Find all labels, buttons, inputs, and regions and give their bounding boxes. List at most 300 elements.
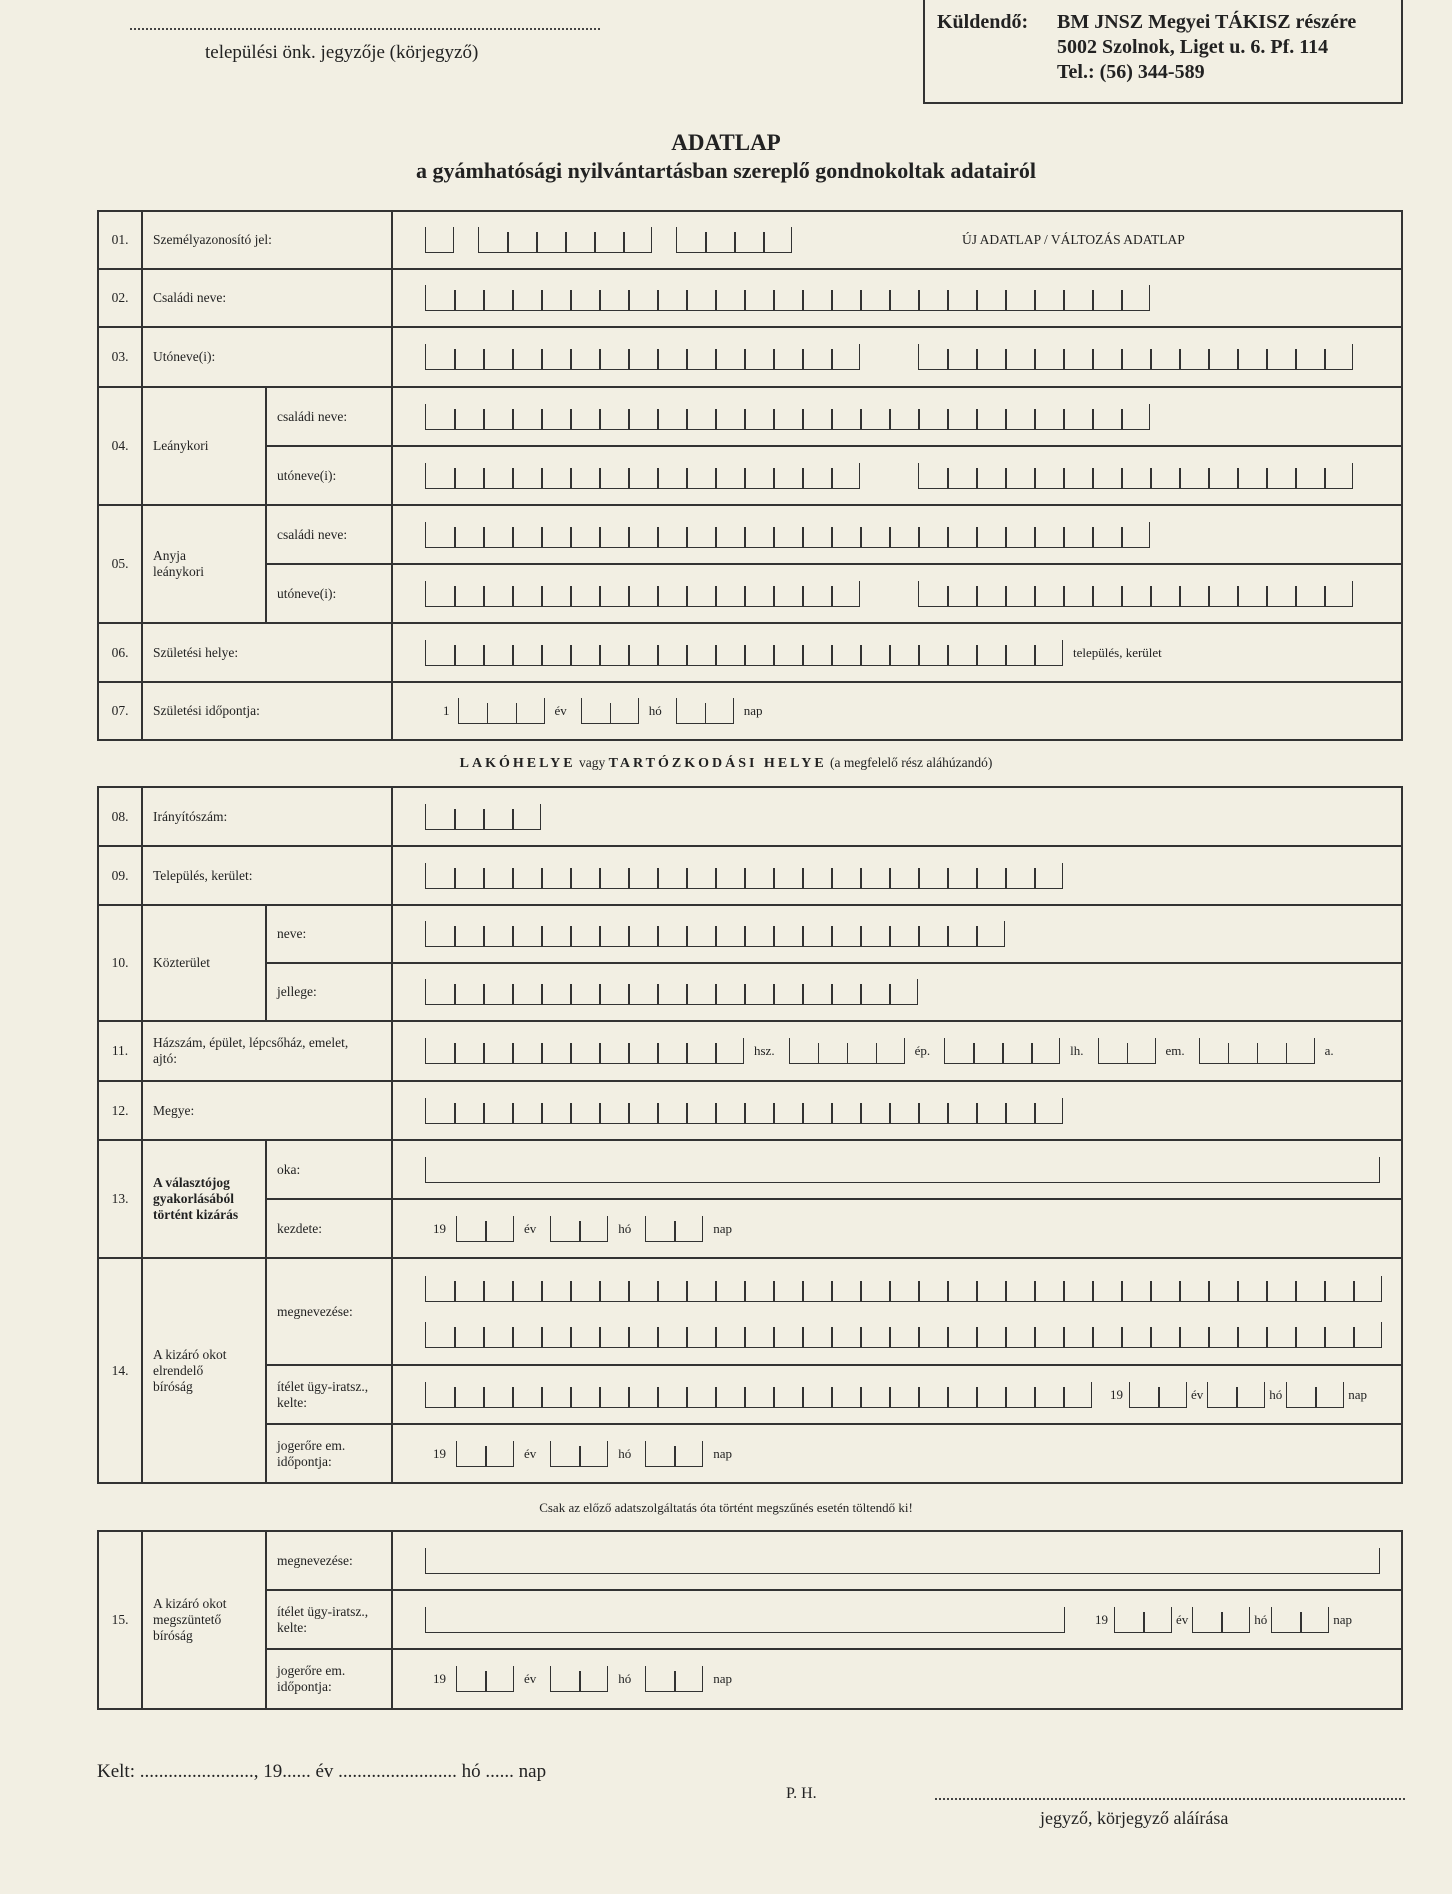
box-divider (541, 409, 543, 429)
birth-place-input[interactable] (392, 623, 1402, 682)
box-divider (1063, 527, 1065, 547)
row-06 (98, 623, 1402, 682)
box-divider (599, 1281, 601, 1301)
box-divider (454, 926, 456, 946)
char-box-group[interactable] (944, 1038, 1060, 1064)
box-divider (657, 290, 659, 310)
char-box-group[interactable] (1207, 1382, 1265, 1408)
box-divider (657, 868, 659, 888)
final-date-input[interactable] (392, 1424, 1402, 1483)
box-divider (541, 1103, 543, 1123)
char-box-group[interactable] (456, 1441, 514, 1467)
date-line[interactable]: Kelt: ........................, 19...... év ......................... hó ...... nap (97, 1761, 547, 1782)
box-divider (1034, 409, 1036, 429)
char-box-group[interactable] (425, 463, 860, 489)
box-divider (454, 1103, 456, 1123)
box-divider (579, 1446, 581, 1466)
row-02 (98, 269, 1402, 327)
box-divider (1266, 1281, 1268, 1301)
char-box-group[interactable] (1199, 1038, 1315, 1064)
box-divider (831, 868, 833, 888)
sender-line-3: Tel.: (56) 344-589 (1057, 61, 1205, 83)
box-divider (657, 645, 659, 665)
box-divider (570, 1043, 572, 1063)
personal-id-input[interactable] (392, 211, 1402, 269)
sub-label: ítélet ügy-iratsz., kelte: (266, 1590, 392, 1649)
char-box-group[interactable] (425, 921, 1005, 947)
box-divider (541, 290, 543, 310)
street-type-input[interactable] (392, 963, 1402, 1021)
box-divider (599, 984, 601, 1004)
box-divider (507, 232, 509, 252)
box-divider (802, 409, 804, 429)
court-name-input[interactable] (392, 1258, 1402, 1365)
char-box-group[interactable] (425, 344, 860, 370)
box-divider (1034, 468, 1036, 488)
box-divider (1034, 349, 1036, 369)
char-box-group[interactable] (425, 1322, 1382, 1348)
char-box-group[interactable] (425, 581, 860, 607)
box-divider (1121, 1327, 1123, 1347)
row-label: A kizáró okot megszüntető bíróság (142, 1531, 266, 1709)
box-divider (628, 586, 630, 606)
birth-date-input[interactable] (392, 682, 1402, 740)
family-name-input[interactable] (392, 269, 1402, 327)
row-number: 13. (98, 1140, 142, 1258)
row-05-b (98, 564, 1402, 623)
char-box-group[interactable] (918, 581, 1353, 607)
box-divider (1092, 527, 1094, 547)
long-field[interactable] (425, 1607, 1065, 1633)
box-divider (516, 703, 518, 723)
box-divider (628, 926, 630, 946)
box-divider (889, 1281, 891, 1301)
box-divider (715, 868, 717, 888)
box-divider (1208, 586, 1210, 606)
box-divider (947, 468, 949, 488)
box-divider (947, 1281, 949, 1301)
year-label: év (554, 703, 567, 718)
char-box-group[interactable] (425, 863, 1063, 889)
box-divider (1063, 1387, 1065, 1407)
char-box-group[interactable] (918, 463, 1353, 489)
char-box-group[interactable] (425, 979, 918, 1005)
box-divider (628, 290, 630, 310)
box-divider (715, 1281, 717, 1301)
char-box-group[interactable] (1271, 1607, 1329, 1633)
postal-code-input[interactable] (392, 787, 1402, 846)
box-divider (802, 984, 804, 1004)
row-label: Irányítószám: (142, 787, 392, 846)
row-label: A kizáró okot elrendelő bíróság (142, 1258, 266, 1483)
century-prefix: 1 (443, 703, 450, 718)
box-divider (657, 1043, 659, 1063)
row-04-b (98, 446, 1402, 505)
box-divider (570, 409, 572, 429)
mother-given-names-input[interactable] (392, 564, 1402, 623)
row-number: 08. (98, 787, 142, 846)
box-divider (1063, 290, 1065, 310)
judgment-ref-input[interactable] (392, 1365, 1402, 1424)
box-divider (483, 1043, 485, 1063)
box-divider (715, 1327, 717, 1347)
box-divider (628, 1387, 630, 1407)
box-divider (512, 1103, 514, 1123)
box-divider (918, 1387, 920, 1407)
char-box-group[interactable] (425, 1382, 1092, 1408)
char-box-group[interactable] (789, 1038, 905, 1064)
box-divider (454, 868, 456, 888)
box-divider (628, 645, 630, 665)
box-divider (570, 1103, 572, 1123)
box-divider (947, 1387, 949, 1407)
box-divider (744, 1281, 746, 1301)
box-divider (889, 868, 891, 888)
box-divider (483, 290, 485, 310)
box-divider (976, 527, 978, 547)
row-label: Közterület (142, 905, 266, 1021)
char-box-group[interactable] (456, 1666, 514, 1692)
box-divider (705, 232, 707, 252)
row-number: 03. (98, 327, 142, 387)
box-divider (1179, 1281, 1181, 1301)
box-divider (483, 645, 485, 665)
century-prefix: 19 (1095, 1611, 1108, 1627)
box-divider (1208, 349, 1210, 369)
box-divider (599, 586, 601, 606)
box-divider (570, 984, 572, 1004)
row-label: Születési időpontja: (142, 682, 392, 740)
box-divider (541, 1387, 543, 1407)
char-box-group[interactable] (425, 285, 1150, 311)
box-divider (744, 926, 746, 946)
box-divider (570, 1387, 572, 1407)
long-field[interactable] (425, 1157, 1380, 1183)
box-divider (570, 468, 572, 488)
suffix-label: település, kerület (1073, 644, 1162, 660)
box-divider (1005, 527, 1007, 547)
box-divider (802, 1103, 804, 1123)
sub-label: utóneve(i): (266, 564, 392, 623)
box-divider (860, 1281, 862, 1301)
box-divider (947, 349, 949, 369)
box-divider (686, 868, 688, 888)
box-divider (889, 409, 891, 429)
box-divider (1150, 1281, 1152, 1301)
box-divider (1121, 1281, 1123, 1301)
box-divider (918, 1327, 920, 1347)
box-divider (579, 1671, 581, 1691)
month-label: hó (648, 703, 662, 718)
char-box-group[interactable] (918, 344, 1353, 370)
box-divider (1237, 1281, 1239, 1301)
sender-line-1: BM JNSZ Megyei TÁKISZ részére (1057, 11, 1357, 33)
box-divider (831, 468, 833, 488)
box-divider (686, 1281, 688, 1301)
box-divider (483, 984, 485, 1004)
box-divider (628, 409, 630, 429)
char-box-group[interactable] (645, 1441, 703, 1467)
a-label: a. (1324, 1043, 1334, 1058)
box-divider (976, 1281, 978, 1301)
char-box-group[interactable] (425, 1038, 744, 1064)
box-divider (1150, 349, 1152, 369)
box-divider (1034, 1281, 1036, 1301)
exclusion-start-input[interactable] (392, 1199, 1402, 1258)
row-11 (98, 1021, 1402, 1081)
box-divider (1295, 586, 1297, 606)
box-divider (454, 290, 456, 310)
box-divider (1179, 468, 1181, 488)
row-09 (98, 846, 1402, 905)
box-divider (1150, 1327, 1152, 1347)
row-number: 14. (98, 1258, 142, 1483)
box-divider (1092, 468, 1094, 488)
row-14-b (98, 1365, 1402, 1424)
box-divider (570, 349, 572, 369)
day-label: nap (713, 1671, 733, 1686)
box-divider (628, 984, 630, 1004)
box-divider (1121, 349, 1123, 369)
century-prefix: 19 (433, 1445, 446, 1461)
box-divider (1031, 1043, 1033, 1063)
box-divider (454, 1281, 456, 1301)
box-divider (628, 1043, 630, 1063)
char-box-group[interactable] (425, 227, 454, 253)
char-box-group[interactable] (550, 1666, 608, 1692)
box-divider (686, 1043, 688, 1063)
box-divider (570, 926, 572, 946)
termination-note: Csak az előző adatszolgáltatás óta történt megszűnés esetén töltendő ki! (539, 1500, 913, 1515)
box-divider (976, 409, 978, 429)
box-divider (1121, 409, 1123, 429)
box-divider (1034, 586, 1036, 606)
box-divider (918, 1281, 920, 1301)
row-number: 15. (98, 1531, 142, 1709)
box-divider (686, 290, 688, 310)
month-label: hó (618, 1220, 632, 1236)
maiden-family-name-input[interactable] (392, 387, 1402, 446)
box-divider (744, 1327, 746, 1347)
box-divider (686, 527, 688, 547)
row-15-a (98, 1531, 1402, 1590)
box-divider (860, 1327, 862, 1347)
char-box-group[interactable] (425, 1276, 1382, 1302)
box-divider (773, 1281, 775, 1301)
year-label: év (1191, 1386, 1204, 1402)
box-divider (1002, 1043, 1004, 1063)
box-divider (1121, 586, 1123, 606)
ep-label: ép. (914, 1043, 931, 1058)
box-divider (1353, 1281, 1355, 1301)
box-divider (773, 349, 775, 369)
box-divider (1324, 349, 1326, 369)
row-10-a (98, 905, 1402, 963)
box-divider (1237, 349, 1239, 369)
day-label: nap (743, 703, 763, 718)
box-divider (454, 1387, 456, 1407)
box-divider (686, 409, 688, 429)
box-divider (541, 349, 543, 369)
box-divider (860, 984, 862, 1004)
box-divider (715, 1387, 717, 1407)
box-divider (773, 645, 775, 665)
box-divider (657, 984, 659, 1004)
box-divider (744, 1387, 746, 1407)
box-divider (802, 926, 804, 946)
row-number: 07. (98, 682, 142, 740)
box-divider (918, 527, 920, 547)
char-box-group[interactable] (458, 698, 545, 724)
exclusion-reason-input[interactable] (392, 1140, 1402, 1199)
box-divider (1005, 1387, 1007, 1407)
box-divider (1005, 1281, 1007, 1301)
box-divider (512, 527, 514, 547)
char-box-group[interactable] (1192, 1607, 1250, 1633)
box-divider (1005, 1103, 1007, 1123)
sender-label: Küldendő: (937, 11, 1029, 33)
box-divider (1237, 1327, 1239, 1347)
notary-label: települési önk. jegyzője (körjegyző) (205, 42, 479, 63)
box-divider (454, 468, 456, 488)
mother-family-name-input[interactable] (392, 505, 1402, 564)
box-divider (773, 1327, 775, 1347)
char-box-group[interactable] (581, 698, 639, 724)
terminating-final-date-input[interactable] (392, 1649, 1402, 1709)
box-divider (512, 809, 514, 829)
terminating-judgment-input[interactable] (392, 1590, 1402, 1649)
box-divider (599, 1327, 601, 1347)
char-box-group[interactable] (425, 522, 1150, 548)
box-divider (674, 1221, 676, 1241)
sub-label: jellege: (266, 963, 392, 1021)
box-divider (599, 290, 601, 310)
long-field[interactable] (425, 1548, 1380, 1574)
box-divider (744, 527, 746, 547)
box-divider (454, 1327, 456, 1347)
box-divider (1034, 645, 1036, 665)
box-divider (947, 586, 949, 606)
box-divider (623, 232, 625, 252)
box-divider (483, 1387, 485, 1407)
box-divider (599, 645, 601, 665)
row-label: Utóneve(i): (142, 327, 392, 387)
box-divider (773, 468, 775, 488)
box-divider (674, 1446, 676, 1466)
box-divider (1315, 1387, 1317, 1407)
box-divider (483, 409, 485, 429)
box-divider (831, 586, 833, 606)
box-divider (831, 1387, 833, 1407)
box-divider (889, 527, 891, 547)
box-divider (483, 527, 485, 547)
sub-label: megnevezése: (266, 1258, 392, 1365)
box-divider (889, 926, 891, 946)
box-divider (599, 868, 601, 888)
box-divider (744, 1103, 746, 1123)
terminating-court-input[interactable] (392, 1531, 1402, 1590)
char-box-group[interactable] (425, 640, 1063, 666)
char-box-group[interactable] (1129, 1382, 1187, 1408)
box-divider (565, 232, 567, 252)
residence-or: vagy (578, 755, 606, 770)
char-box-group[interactable] (425, 1098, 1063, 1124)
box-divider (802, 1327, 804, 1347)
box-divider (889, 1327, 891, 1347)
box-divider (976, 645, 978, 665)
char-box-group[interactable] (645, 1216, 703, 1242)
box-divider (715, 468, 717, 488)
box-divider (947, 926, 949, 946)
row-10-b (98, 963, 1402, 1021)
box-divider (1092, 409, 1094, 429)
box-divider (976, 586, 978, 606)
box-divider (773, 586, 775, 606)
street-name-input[interactable] (392, 905, 1402, 963)
new-change-label: ÚJ ADATLAP / VÁLTOZÁS ADATLAP (962, 232, 1185, 247)
char-box-group[interactable] (1098, 1038, 1156, 1064)
county-input[interactable] (392, 1081, 1402, 1140)
char-box-group[interactable] (425, 804, 541, 830)
box-divider (802, 468, 804, 488)
box-divider (541, 926, 543, 946)
signature-line[interactable] (935, 1798, 1405, 1800)
box-divider (657, 926, 659, 946)
day-label: nap (713, 1445, 733, 1461)
char-box-group[interactable] (456, 1216, 514, 1242)
box-divider (715, 290, 717, 310)
char-box-group[interactable] (425, 404, 1150, 430)
box-divider (483, 349, 485, 369)
year-label: év (524, 1445, 537, 1461)
maiden-given-names-input[interactable] (392, 446, 1402, 505)
box-divider (831, 645, 833, 665)
char-box-group[interactable] (550, 1216, 608, 1242)
box-divider (715, 926, 717, 946)
row-number: 06. (98, 623, 142, 682)
char-box-group[interactable] (1114, 1607, 1172, 1633)
box-divider (1179, 349, 1181, 369)
sub-label: neve: (266, 905, 392, 963)
box-divider (541, 586, 543, 606)
box-divider (512, 586, 514, 606)
box-divider (579, 1221, 581, 1241)
char-box-group[interactable] (645, 1666, 703, 1692)
char-box-group[interactable] (1286, 1382, 1344, 1408)
box-divider (831, 984, 833, 1004)
box-divider (1092, 290, 1094, 310)
given-names-input[interactable] (392, 327, 1402, 387)
settlement-input[interactable] (392, 846, 1402, 905)
row-13-b (98, 1199, 1402, 1258)
row-number: 02. (98, 269, 142, 327)
sub-label: oka: (266, 1140, 392, 1199)
box-divider (860, 1387, 862, 1407)
char-box-group[interactable] (676, 698, 734, 724)
box-divider (715, 527, 717, 547)
box-divider (1179, 1327, 1181, 1347)
box-divider (744, 984, 746, 1004)
box-divider (686, 645, 688, 665)
house-number-input[interactable] (392, 1021, 1402, 1081)
char-box-group[interactable] (676, 227, 792, 253)
box-divider (918, 926, 920, 946)
box-divider (657, 468, 659, 488)
char-box-group[interactable] (550, 1441, 608, 1467)
char-box-group[interactable] (478, 227, 652, 253)
box-divider (512, 468, 514, 488)
box-divider (802, 1281, 804, 1301)
